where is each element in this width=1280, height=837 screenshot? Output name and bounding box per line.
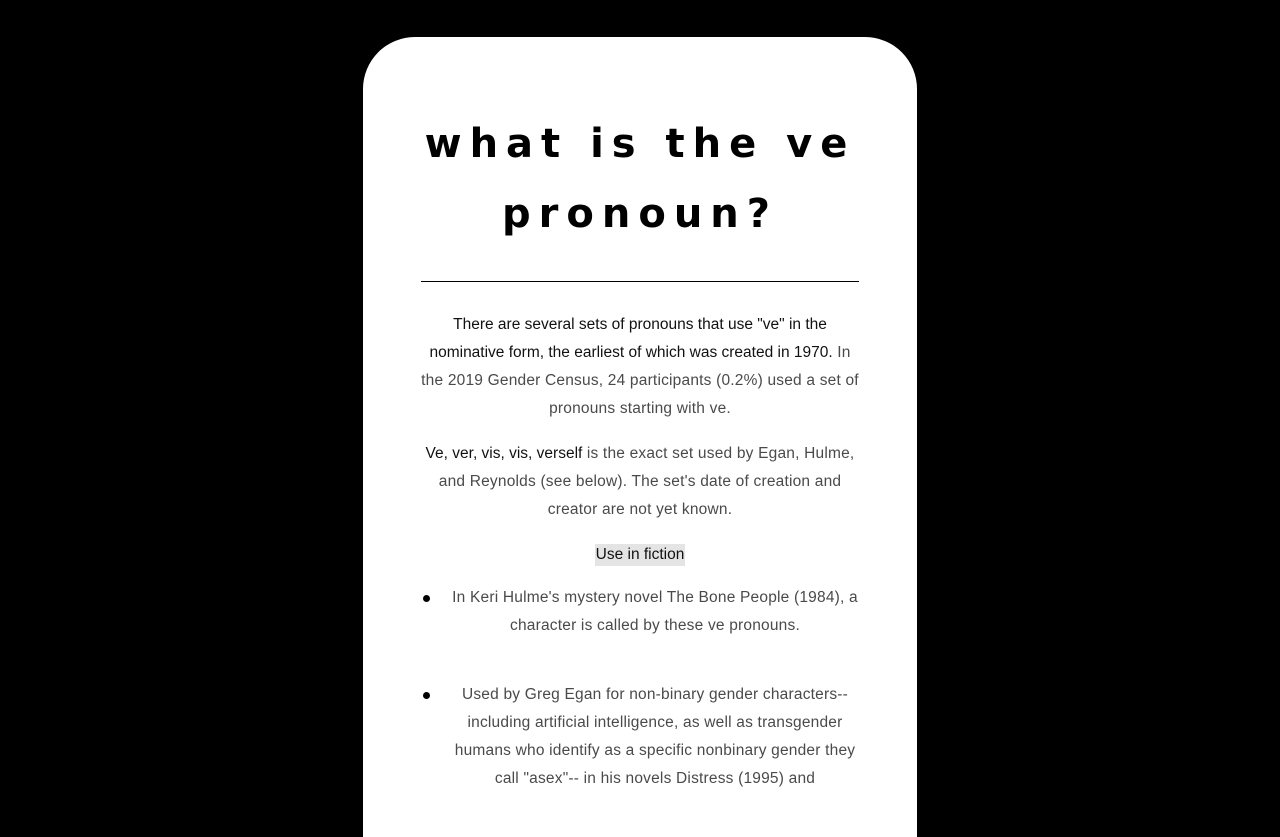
intro-paragraph [421, 311, 859, 423]
list-item [421, 584, 859, 640]
fiction-list [421, 584, 859, 793]
section-heading-use-in-fiction: Use in fiction [595, 544, 686, 566]
list-item-text: Used by Greg Egan for non-binary gender characters--including artificial intelligence, as well as transgender humans who identify as a specific nonbinary gender they call "asex"-- in his novels Distress (1995) and [454, 686, 856, 787]
title-divider [421, 281, 859, 282]
bullet-icon [423, 692, 430, 699]
article-body [421, 311, 859, 834]
set-description-text: is the exact set used by Egan, Hulme, and Reynolds (see below). The set's date of creation and creator are not yet known. [438, 445, 855, 518]
bullet-icon [423, 595, 430, 602]
set-paragraph [421, 440, 859, 524]
list-item-text: In Keri Hulme's mystery novel The Bone People (1984), a character is called by these ve pronouns. [452, 589, 858, 634]
intro-bold-text: There are several sets of pronouns that use "ve" in the nominative form, the earliest of which was created in 1970. [429, 316, 833, 361]
page-title: what is the ve pronoun? [424, 121, 856, 237]
intro-light-text: In the 2019 Gender Census, 24 participants (0.2%) used a set of pronouns starting with ve. [421, 344, 859, 417]
content-card [363, 37, 917, 837]
list-item [421, 681, 859, 793]
pronoun-set-text: Ve, ver, vis, vis, verself [425, 445, 583, 462]
